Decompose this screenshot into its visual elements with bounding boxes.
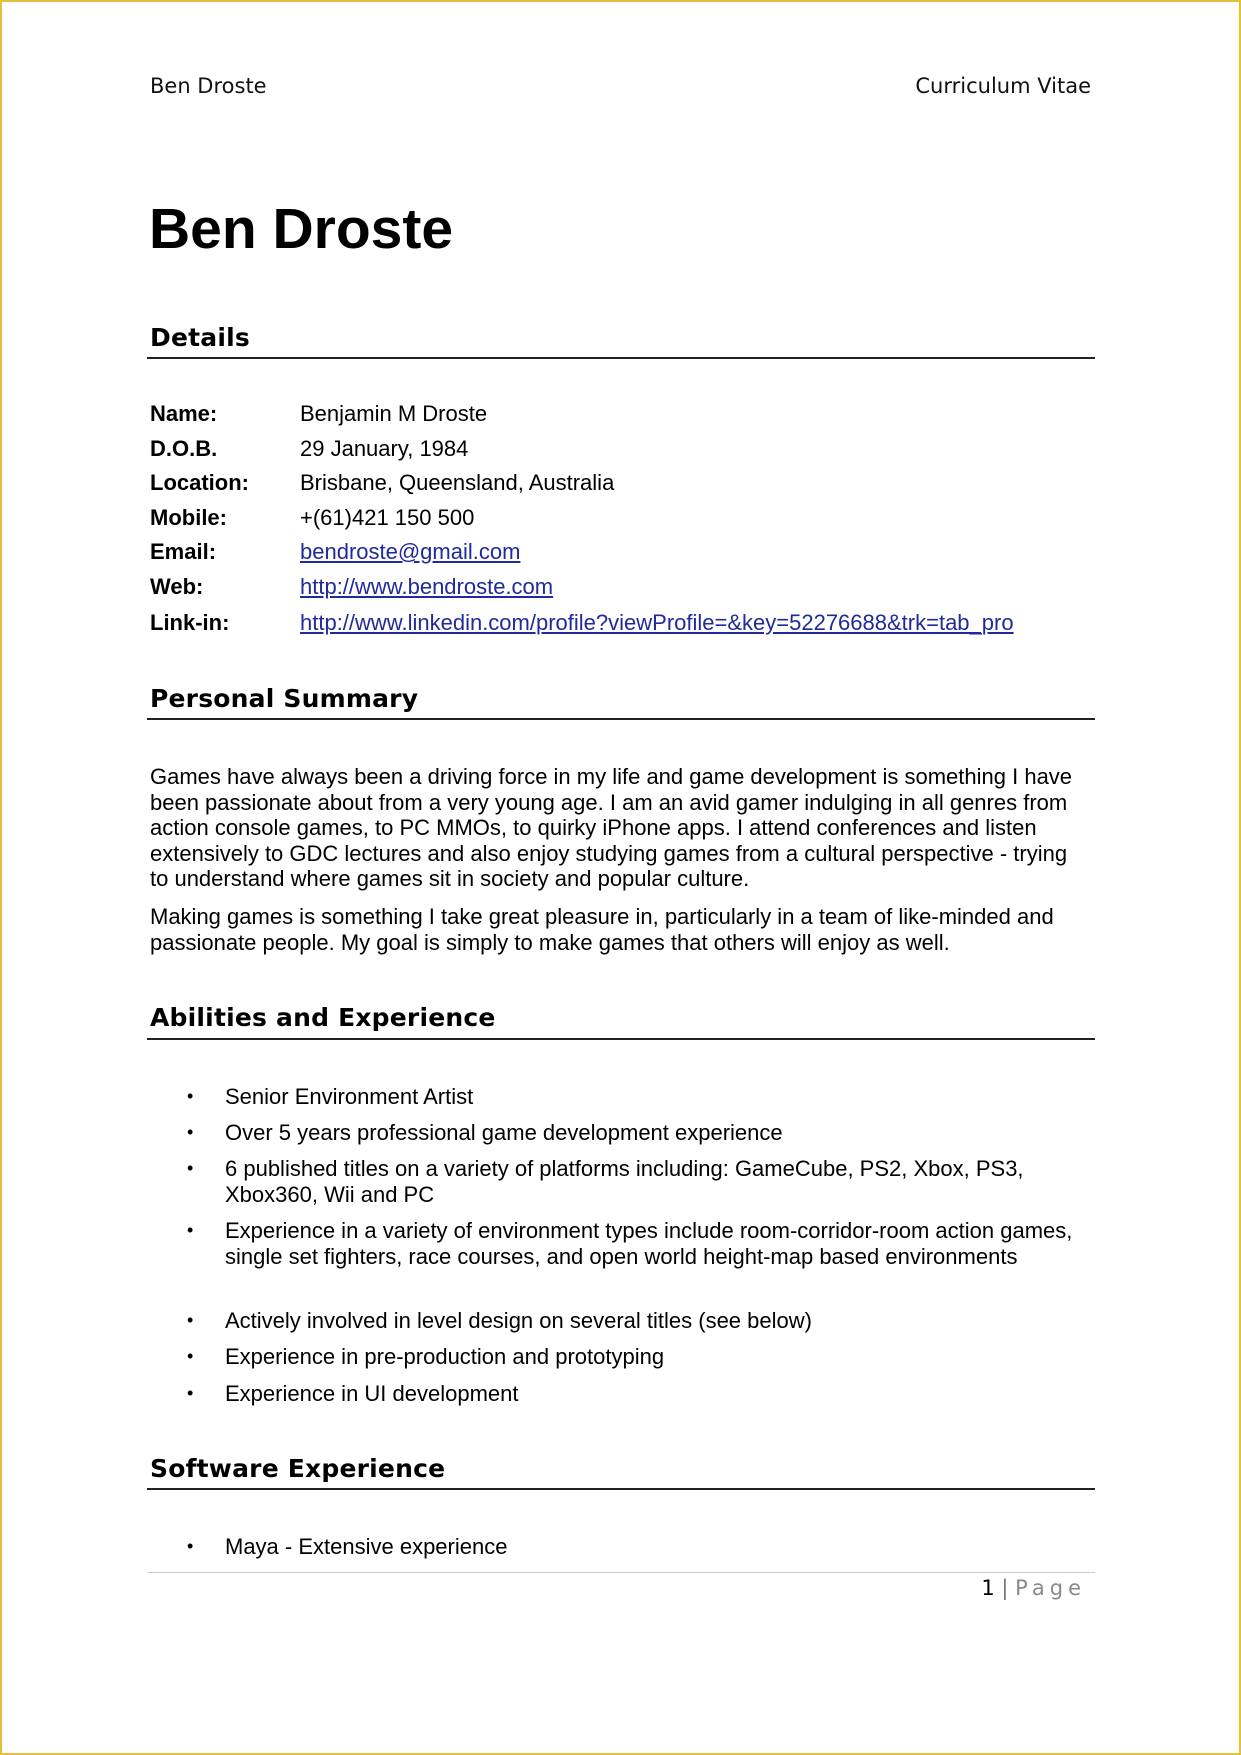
ability-item: Senior Environment Artist	[225, 1084, 474, 1109]
section-heading-abilities: Abilities and Experience	[150, 1003, 496, 1032]
ability-item: Experience in pre-production and prototyping	[225, 1344, 665, 1369]
bullet-icon: •	[187, 1383, 194, 1403]
footer-divider	[147, 1572, 1095, 1573]
detail-label-email: Email:	[150, 539, 217, 564]
bullet-icon: •	[187, 1220, 194, 1240]
bullet-icon: •	[187, 1346, 194, 1366]
summary-paragraph: Games have always been a driving force in my life and game development is something I have been passionate about from a very young age. I am an avid gamer indulging in all genres from action console games, to PC MMOs, to quirky iPhone apps. I attend conferences and listen extensively to GDC lectures and also enjoy studying games from a cultural perspective - trying to understand where games sit in society and popular culture.	[150, 764, 1073, 891]
page-footer	[981, 1576, 1086, 1600]
detail-label-location: Location:	[150, 470, 249, 495]
ability-item: Over 5 years professional game development experience	[225, 1120, 783, 1145]
header-name: Ben Droste	[150, 74, 267, 98]
bullet-icon: •	[187, 1310, 194, 1330]
detail-value-name: Benjamin M Droste	[300, 401, 488, 426]
section-heading-software: Software Experience	[150, 1454, 446, 1483]
section-heading-details: Details	[150, 323, 250, 352]
detail-value-location: Brisbane, Queensland, Australia	[300, 470, 615, 495]
bullet-icon: •	[187, 1086, 194, 1106]
detail-label-mobile: Mobile:	[150, 505, 227, 530]
page-label: Page	[1015, 1576, 1086, 1600]
section-divider	[147, 1488, 1095, 1490]
detail-label-dob: D.O.B.	[150, 436, 218, 461]
email-link[interactable]: bendroste@gmail.com	[300, 539, 521, 564]
linkedin-link[interactable]: http://www.linkedin.com/profile?viewProfile=&key=52276688&trk=tab_pro	[300, 610, 1014, 635]
page-title: Ben Droste	[149, 197, 454, 261]
bullet-icon: •	[187, 1158, 194, 1178]
detail-label-web: Web:	[150, 574, 204, 599]
detail-value-mobile: +(61)421 150 500	[300, 505, 475, 530]
section-divider	[147, 357, 1095, 359]
header-doc-type: Curriculum Vitae	[915, 74, 1091, 98]
section-divider	[147, 1038, 1095, 1040]
ability-item: Experience in UI development	[225, 1381, 519, 1406]
summary-paragraph: Making games is something I take great pleasure in, particularly in a team of like-minded and passionate people. My goal is simply to make games that others will enjoy as well.	[150, 904, 1054, 955]
bullet-icon: •	[187, 1122, 194, 1142]
ability-item: 6 published titles on a variety of platforms including: GameCube, PS2, Xbox, PS3, Xbox360, Wii and PC	[225, 1156, 1024, 1207]
software-item: Maya - Extensive experience	[225, 1534, 508, 1559]
ability-item: Actively involved in level design on several titles (see below)	[225, 1308, 812, 1333]
section-divider	[147, 718, 1095, 720]
website-link[interactable]: http://www.bendroste.com	[300, 574, 554, 599]
detail-value-dob: 29 January, 1984	[300, 436, 469, 461]
ability-item: Experience in a variety of environment types include room-corridor-room action games, single set fighters, race courses, and open world height-map based environments	[225, 1218, 1073, 1269]
page-number: 1	[981, 1576, 995, 1600]
detail-label-name: Name:	[150, 401, 218, 426]
footer-separator: |	[1001, 1576, 1009, 1600]
detail-label-linkedin: Link-in:	[150, 610, 230, 635]
section-heading-summary: Personal Summary	[150, 684, 419, 713]
bullet-icon: •	[187, 1536, 194, 1556]
